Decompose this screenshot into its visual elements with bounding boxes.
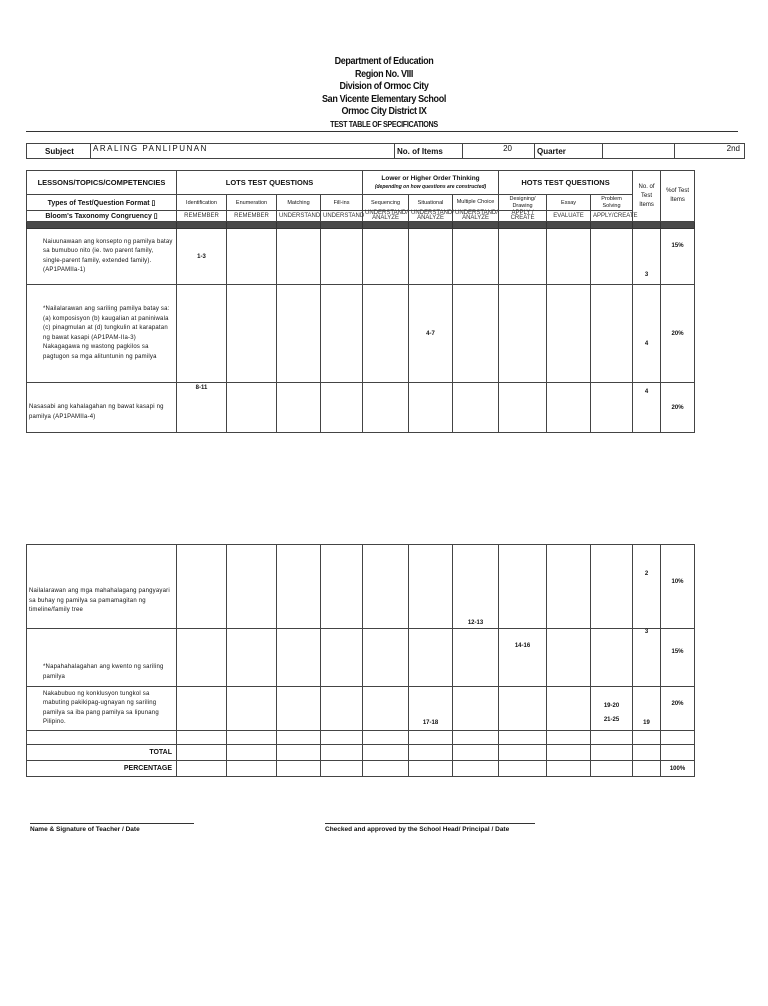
header-line: Region No. VIII [354, 68, 414, 80]
blooms-label: Bloom's Taxonomy Congruency ▯ [27, 211, 177, 222]
teacher-signature-label: Name & Signature of Teacher / Date [30, 826, 140, 833]
percentage-row [27, 761, 695, 777]
bloom-cell: REMEMBER [227, 211, 277, 222]
subject-label: Subject [27, 144, 91, 159]
table-row [27, 731, 695, 745]
hots-header: HOTS TEST QUESTIONS [499, 171, 633, 195]
table-row [27, 629, 695, 687]
competency-cell: Nailalarawan ang mga mahahalagang pangyayari sa buhay ng pamilya sa pamamagitan ng timeline/family tree [27, 545, 177, 629]
quarter-label: Quarter [535, 144, 603, 159]
header-line: TEST TABLE OF SPECIFICATIONS [330, 119, 438, 129]
lower-higher-note: (depending on how questions are constructed) [374, 183, 487, 190]
head-signature-label: Checked and approved by the School Head/ Principal / Date [325, 826, 510, 833]
header-line: San Vicente Elementary School [322, 93, 446, 105]
lessons-header: LESSONS/TOPICS/COMPETENCIES [27, 171, 177, 195]
percentage-value: 100% [661, 761, 695, 777]
col-designing: Designing/ Drawing [499, 195, 547, 211]
items-value: 20 [463, 144, 535, 159]
col-problem-solving: Problem Solving [591, 195, 633, 211]
competency-cell: *Napahahalagahan ang kwento ng sariling pamilya [27, 629, 177, 687]
bloom-cell: UNDERSTAND [277, 211, 321, 222]
head-signature-line [325, 823, 535, 824]
pct-items-header: %of Test Items [661, 171, 695, 222]
separator-row [27, 222, 695, 229]
table-row [27, 383, 695, 433]
competency-cell: *Nailalarawan ang sariling pamilya batay sa: (a) komposisyon (b) kaugalian at paniniwala (c) pinagmulan at (d) tungkulin at karapatan ng bawat kasapi (AP1PAM-IIa-3) Nakagagawa ng wastong pagkilos sa pagtugon sa mga alituntunin ng pamilya [27, 285, 177, 383]
col-matching: Matching [277, 195, 321, 211]
bloom-cell: REMEMBER [177, 211, 227, 222]
competency-cell: Nakabubuo ng konklusyon tungkol sa mabuting pakikipag-ugnayan ng sariling pamilya sa iba pang pamilya sa lipunang Pilipino. [27, 687, 177, 731]
percentage-label: PERCENTAGE [27, 761, 177, 777]
teacher-signature-line [30, 823, 194, 824]
competency-cell: Nasasabi ang kahalagahan ng bawat kasapi ng pamilya (AP1PAMIIa-4) [27, 383, 177, 433]
total-row [27, 745, 695, 761]
lots-header: LOTS TEST QUESTIONS [177, 171, 363, 195]
col-situational: Situational [409, 195, 453, 211]
multiple-choice-cell: 12-13 [453, 545, 499, 629]
bloom-cell: UNDERSTAND/ ANALYZE [409, 211, 453, 222]
specification-table-continued [26, 544, 695, 777]
subject-value: ARALING PANLIPUNAN [91, 144, 395, 159]
table-row [27, 285, 695, 383]
bloom-cell: EVALUATE [547, 211, 591, 222]
document-header [0, 56, 768, 131]
divider [26, 131, 738, 132]
identification-cell: 8-11 [177, 383, 227, 433]
problem-solving-range: 19-20 [603, 702, 620, 709]
col-sequencing: Sequencing [363, 195, 409, 211]
items-label: No. of Items [395, 144, 463, 159]
col-essay: Essay [547, 195, 591, 211]
item-count-cell: 2 [633, 545, 661, 629]
bloom-cell: UNDERSTAND/ ANALYZE [363, 211, 409, 222]
quarter-value: 2nd [675, 144, 745, 159]
designing-cell: 14-16 [499, 629, 547, 687]
lower-higher-header [363, 171, 499, 195]
no-items-header: No. of Test Items [633, 171, 661, 222]
percent-cell: 15% [661, 229, 695, 285]
table-row [27, 545, 695, 629]
identification-cell: 1-3 [177, 229, 227, 285]
situational-cell: 17-18 [409, 687, 453, 731]
total-label: TOTAL [27, 745, 177, 761]
item-count-cell: 4 [633, 285, 661, 383]
table-row [27, 229, 695, 285]
competency-cell: Naiuunawaan ang konsepto ng pamilya batay sa bumubuo nito (ie. two parent family, single-parent family, extended family). (AP1PAMIIa-1) [27, 229, 177, 285]
item-count-cell: 3 [633, 629, 661, 687]
situational-cell: 4-7 [409, 285, 453, 383]
header-line: Ormoc City District IX [341, 106, 427, 117]
header-line: Division of Ormoc City [339, 81, 429, 92]
bloom-cell: APPLY / CREATE [499, 211, 547, 222]
col-fill-ins: Fill-ins [321, 195, 363, 211]
table-row [27, 687, 695, 731]
item-count-cell: 4 [633, 383, 661, 433]
col-identification: Identification [177, 195, 227, 211]
percent-cell: 20% [661, 285, 695, 383]
col-enumeration: Enumeration [227, 195, 277, 211]
percent-cell: 20% [661, 687, 695, 731]
problem-solving-range: 21-25 [603, 716, 620, 723]
bloom-cell: UNDERSTAND [321, 211, 363, 222]
col-multiple-choice: Multiple Choice [453, 195, 499, 211]
bloom-cell: UNDERSTAND/ ANALYZE [453, 211, 499, 222]
problem-solving-cell [591, 687, 633, 731]
quarter-blank [603, 144, 675, 159]
specification-table [26, 170, 695, 433]
percent-cell: 20% [661, 383, 695, 433]
bloom-cell: APPLY/CREATE [591, 211, 633, 222]
percent-cell: 15% [661, 629, 695, 687]
lower-higher-title: Lower or Higher Order Thinking [381, 174, 480, 182]
subject-info-table [26, 143, 745, 159]
percent-cell: 10% [661, 545, 695, 629]
item-count-cell: 19 [633, 687, 661, 731]
header-line: Department of Education [334, 56, 434, 67]
types-label: Types of Test/Question Format ▯ [27, 195, 177, 211]
item-count-cell: 3 [633, 229, 661, 285]
